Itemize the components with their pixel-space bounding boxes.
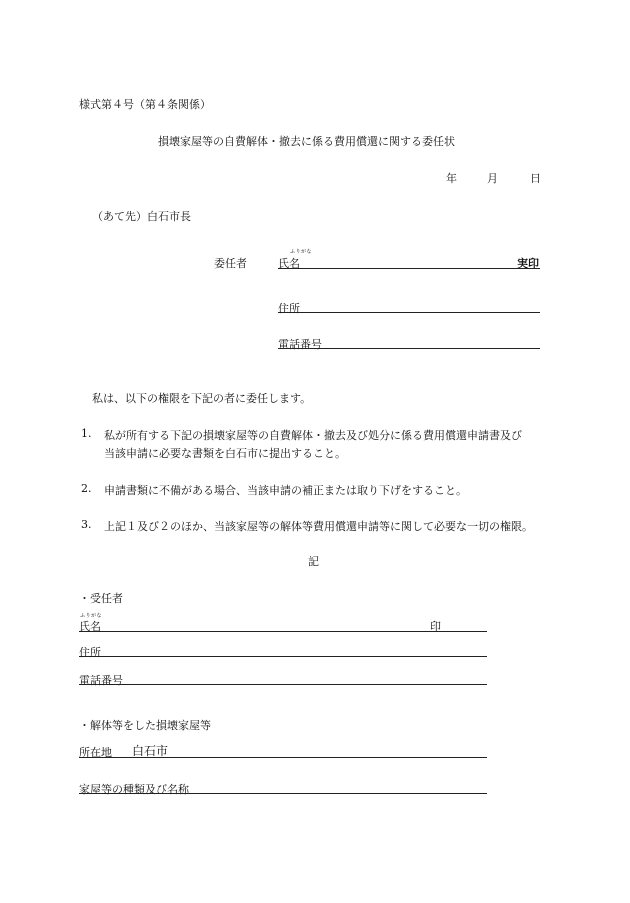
- property-type-line[interactable]: [79, 793, 487, 794]
- delegatee-name-line[interactable]: [79, 631, 487, 632]
- addressee: （あて先）白石市長: [92, 210, 191, 223]
- delegatee-phone-label: 電話番号: [79, 674, 123, 687]
- document-title: 損壊家屋等の自費解体・撤去に係る費用償還に関する委任状: [158, 135, 455, 148]
- delegator-address-label: 住所: [278, 302, 300, 315]
- delegatee-address-line[interactable]: [79, 656, 487, 657]
- delegator-phone-label: 電話番号: [278, 338, 322, 351]
- item-2-number: 2.: [81, 482, 92, 495]
- delegator-phone-line[interactable]: [278, 348, 540, 349]
- ki-heading: 記: [308, 555, 319, 568]
- delegatee-phone-line[interactable]: [79, 684, 487, 685]
- property-location-line[interactable]: [79, 757, 487, 758]
- delegator-name-label: 氏名: [278, 257, 300, 270]
- delegator-seal-label: 実印: [517, 257, 539, 270]
- date-year-label: 年: [446, 172, 457, 185]
- date-month-label: 月: [487, 172, 498, 185]
- delegatee-name-label: 氏名: [79, 620, 101, 633]
- form-number: 様式第４号（第４条関係）: [79, 98, 211, 111]
- delegatee-seal-label: 印: [430, 620, 441, 633]
- delegatee-heading: ・受任者: [79, 592, 123, 605]
- delegator-name-line[interactable]: [278, 268, 540, 269]
- delegator-name-ruby: ふりがな: [290, 249, 313, 255]
- item-1-number: 1.: [81, 427, 92, 440]
- item-1-line-2: 当該申請に必要な書類を白石市に提出すること。: [104, 447, 346, 460]
- delegatee-name-ruby: ふりがな: [80, 613, 103, 619]
- delegator-label: 委任者: [214, 257, 247, 270]
- item-3-number: 3.: [81, 518, 92, 531]
- property-location-label: 所在地: [79, 746, 112, 759]
- delegatee-address-label: 住所: [79, 646, 101, 659]
- item-3-line-1: 上記１及び２のほか、当該家屋等の解体等費用償還申請等に関して必要な一切の権限。: [104, 520, 533, 533]
- property-heading: ・解体等をした損壊家屋等: [79, 719, 211, 732]
- delegation-statement: 私は、以下の権限を下記の者に委任します。: [92, 392, 312, 405]
- property-location-value: 白石市: [132, 744, 169, 758]
- item-1-line-1: 私が所有する下記の損壊家屋等の自費解体・撤去及び処分に係る費用償還申請書及び: [104, 429, 522, 442]
- date-day-label: 日: [530, 172, 541, 185]
- delegator-address-line[interactable]: [278, 312, 540, 313]
- item-2-line-1: 申請書類に不備がある場合、当該申請の補正または取り下げをすること。: [104, 484, 467, 497]
- property-type-label: 家屋等の種類及び名称: [79, 783, 189, 796]
